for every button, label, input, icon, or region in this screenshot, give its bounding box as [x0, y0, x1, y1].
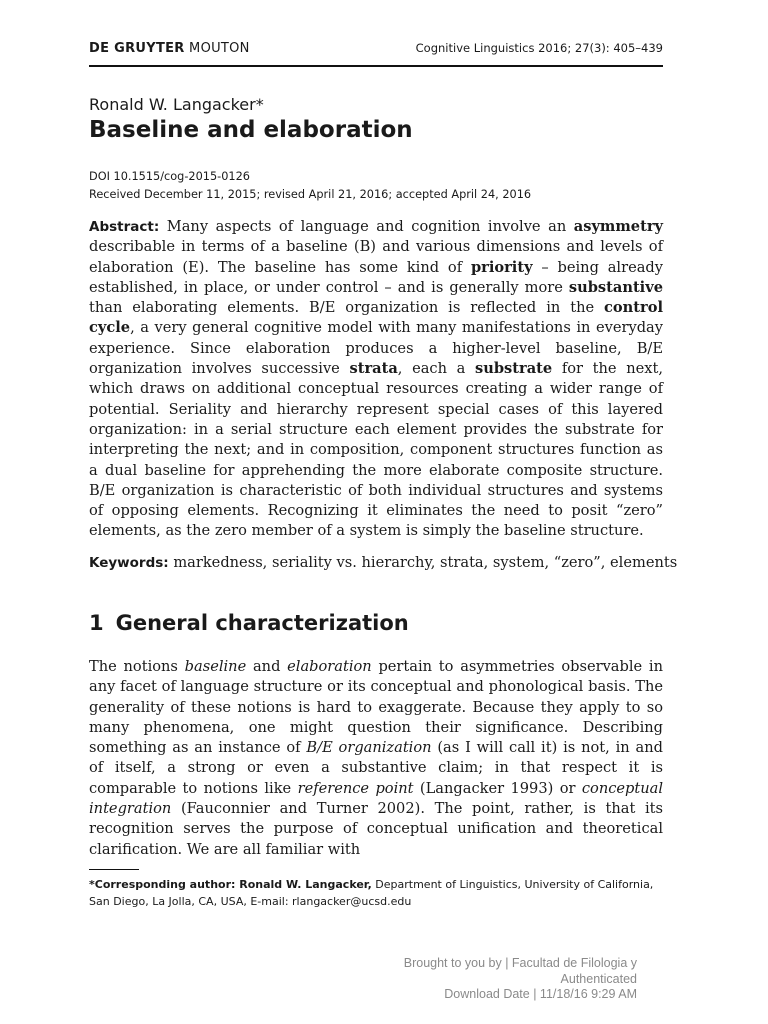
keywords-label: Keywords: [89, 555, 169, 571]
abstract-text: for the next, which draws on additional conceptual resources creating a wider range of potential. Seriality and hierarchy represent special cases of this layered organization: in a serial structure each element provides the substrate for interpreting the next; and in composition, component structures function as a dual baseline for apprehending the more elaborate composite structure. B/E organization is characteristic of both individual structures and systems of opposing elements. Recognizing it eliminates the need to posit “zero” elements, as the zero member of a system is simply the baseline structure. [89, 360, 663, 540]
abstract-term-substantive: substantive [568, 278, 663, 296]
abstract [89, 217, 663, 542]
abstract-term-asymmetry: asymmetry [573, 218, 663, 235]
abstract-text: – being already established, in place, or under control – and is generally more [89, 258, 664, 296]
abstract-text: than elaborating elements. B/E organization is reflected in the [89, 299, 605, 317]
body-text: (as I will call it) is not, in and of itself, a strong or even a substantive claim; in that respect it is comparable to notions like [89, 739, 663, 797]
download-watermark [317, 956, 637, 1003]
download-line-3: Download Date | 11/18/16 9:29 AM [444, 987, 637, 1001]
section-number: 1 [89, 611, 104, 635]
publisher-logo [89, 41, 250, 56]
term-reference-point: reference point [297, 779, 414, 797]
keywords-text: markedness, seriality vs. hierarchy, strata, system, “zero”, elements [168, 554, 678, 571]
header-rule [89, 65, 663, 67]
journal-citation: Cognitive Linguistics 2016; 27(3): 405–439 [415, 41, 663, 55]
article-doi: DOI 10.1515/cog-2015-0126 [89, 170, 250, 183]
body-text: (Langacker 1993) or [413, 779, 582, 797]
publisher-name-bold: DE GRUYTER [89, 41, 185, 56]
keywords [89, 554, 678, 571]
term-elaboration: elaboration [287, 658, 372, 675]
footnote-text: Department of Linguistics, University of California, San Diego, La Jolla, CA, USA, E-mail: rlangacker@ucsd.edu [89, 878, 654, 908]
body-paragraph [89, 657, 663, 860]
term-be-organization: B/E organization [306, 739, 432, 757]
abstract-text: Many aspects of language and cognition involve an [159, 218, 574, 235]
footnote-rule [89, 869, 139, 870]
body-text: and [246, 658, 288, 675]
abstract-term-strata: strata [349, 360, 398, 378]
body-text: pertain to asymmetries observable in any facet of language structure or its conceptual and phonological basis. The generality of these notions is hard to exaggerate. Because they apply to so many phenomena, one might question their significance. Describing something as an instance of [89, 658, 663, 757]
term-baseline: baseline [184, 658, 247, 675]
term-conceptual-integration: conceptual integration [89, 779, 664, 818]
download-line-2: Authenticated [560, 971, 637, 986]
body-text: The notions [89, 658, 185, 675]
abstract-term-control-cycle: control cycle [89, 299, 663, 337]
section-title: General characterization [115, 611, 409, 635]
abstract-label: Abstract: [89, 219, 160, 235]
abstract-text: describable in terms of a baseline (B) and various dimensions and levels of elaboration (E). The baseline has some kind of [89, 238, 663, 276]
article-title: Baseline and elaboration [89, 117, 413, 143]
abstract-text: , a very general cognitive model with many manifestations in everyday experience. Since elaboration produces a higher-level baseline, B/E organization involves successive [89, 319, 663, 378]
section-heading [89, 611, 409, 635]
body-text: (Fauconnier and Turner 2002). The point, rather, is that its recognition serves the purpose of conceptual unification and theoretical clarification. We are all familiar with [89, 800, 663, 858]
footnote [89, 876, 667, 910]
article-author: Ronald W. Langacker* [89, 95, 264, 114]
abstract-term-priority: priority [470, 258, 533, 276]
article-dates: Received December 11, 2015; revised April 21, 2016; accepted April 24, 2016 [89, 188, 532, 201]
abstract-text: , each a [397, 360, 476, 378]
abstract-term-substrate: substrate [475, 360, 553, 378]
footnote-label: *Corresponding author: Ronald W. Langacker, [89, 878, 372, 891]
download-line-1: Brought to you by | Facultad de Filologia y [403, 956, 637, 970]
publisher-name-light: MOUTON [189, 41, 250, 56]
